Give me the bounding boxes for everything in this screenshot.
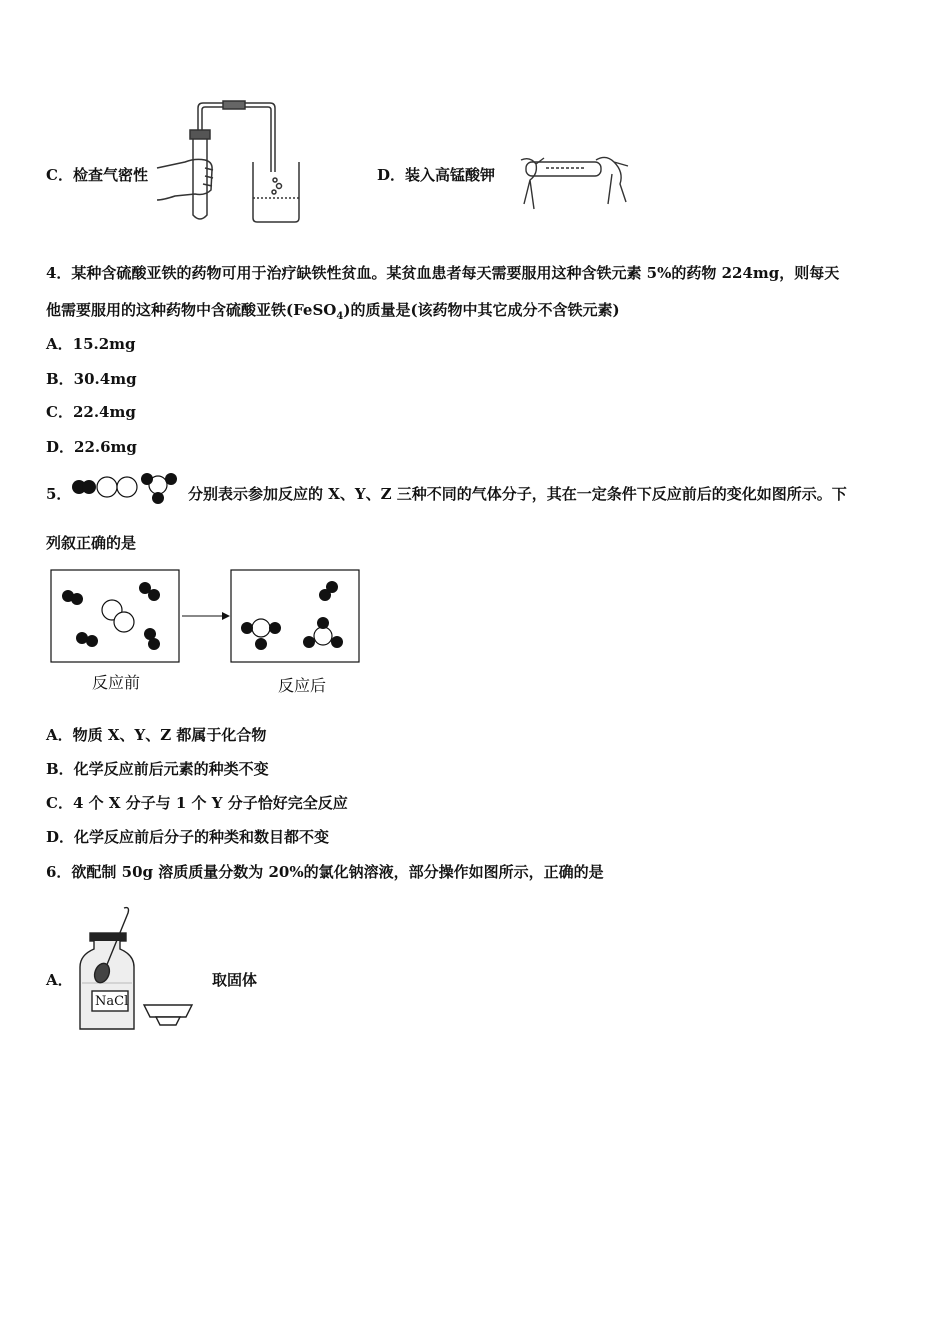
question-6-option-a: A．	[46, 971, 73, 989]
question-4-stem-line2: 他需要服用的这种药物中含硫酸亚铁(FeSO$_4$)的质量是(该药物中其它成分不含铁元素)	[46, 301, 620, 322]
after-reaction-label: 反应后	[278, 676, 327, 695]
question-6-stem: 6．欲配制 50g 溶质质量分数为 20%的氯化钠溶液，部分操作如图所示，正确的是	[46, 863, 604, 881]
molecule-legend-xyz	[70, 471, 185, 505]
question-4-option-b: B．30.4mg	[46, 370, 137, 388]
nacl-bottle-spoon-illustration	[76, 905, 196, 1035]
question-4-option-a: A．15.2mg	[46, 335, 136, 353]
nacl-bottle-label: NaCl	[95, 994, 129, 1009]
question-6-option-a-caption: 取固体	[212, 971, 258, 989]
before-reaction-label: 反应前	[92, 673, 141, 692]
question-5-option-d: D．化学反应前后分子的种类和数目都不变	[46, 828, 330, 846]
question-5-number: 5．	[46, 485, 72, 503]
load-permanganate-illustration	[516, 154, 631, 214]
question-5-option-a: A．物质 X、Y、Z 都属于化合物	[46, 726, 267, 744]
question-4-stem-line1: 4．某种含硫酸亚铁的药物可用于治疗缺铁性贫血。某贫血患者每天需要服用这种含铁元素 5%的药物 224mg，则每天	[46, 264, 840, 282]
question-5-option-c: C．4 个 X 分子与 1 个 Y 分子恰好完全反应	[46, 794, 348, 812]
question-4-option-c: C．22.4mg	[46, 403, 136, 421]
question-4-option-d: D．22.6mg	[46, 438, 137, 456]
question-5-stem-line2: 列叙正确的是	[46, 534, 137, 552]
airtightness-check-illustration	[155, 100, 285, 230]
reaction-diagram	[50, 568, 370, 668]
option-c-label: C．检查气密性	[46, 166, 148, 184]
option-d-label: D．装入高锰酸钾	[377, 166, 496, 184]
question-5-option-b: B．化学反应前后元素的种类不变	[46, 760, 269, 778]
question-5-stem-line1: 分别表示参加反应的 X、Y、Z 三种不同的气体分子，其在一定条件下反应前后的变化如图所示。下	[188, 485, 847, 503]
